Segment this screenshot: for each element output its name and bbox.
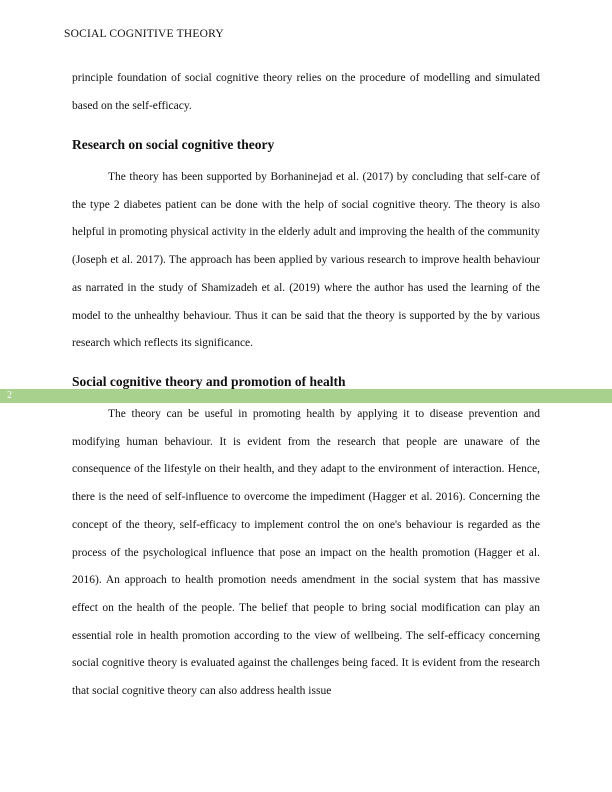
running-head: SOCIAL COGNITIVE THEORY (64, 28, 224, 40)
section-heading-research: Research on social cognitive theory (72, 137, 275, 152)
page-number: 2 (7, 390, 12, 401)
paragraph-health-promotion: The theory can be useful in promoting health by applying it to disease prevention and modifying human behaviour. It is evident from the research that people are unaware of the consequence of the lifestyle on their health, and they adapt to the environment of interaction. Hence, there is the need of self-influence to overcome the impediment (Hagger et al. 2016). Concerning the concept of the theory, self-efficacy to implement control the on one's behaviour is regarded as the process of the psychological influence that pose an impact on the health promotion (Hagger et al. 2016). An approach to health promotion needs amendment in the social system that has massive effect on the health of the people. The belief that people to bring social modification can play an essential role in health promotion according to the view of wellbeing. The self-efficacy concerning social cognitive theory is evaluated against the challenges being faced. It is evident from the research that social cognitive theory can also address health issue (72, 408, 540, 698)
paragraph-intro-continuation: principle foundation of social cognitive theory relies on the procedure of modelling and simulated based on the self-efficacy. (72, 72, 540, 112)
section-heading-health-promotion: Social cognitive theory and promotion of health (72, 374, 346, 389)
paragraph-research: The theory has been supported by Borhaninejad et al. (2017) by concluding that self-care of the type 2 diabetes patient can be done with the help of social cognitive theory. The theory is also helpful in promoting physical activity in the elderly adult and improving the health of the community (Joseph et al. 2017). The approach has been applied by various research to improve health behaviour as narrated in the study of Shamizadeh et al. (2019) where the author has used the learning of the model to the unhealthy behaviour. Thus it can be said that the theory is supported by the by various research which reflects its significance. (72, 171, 540, 350)
